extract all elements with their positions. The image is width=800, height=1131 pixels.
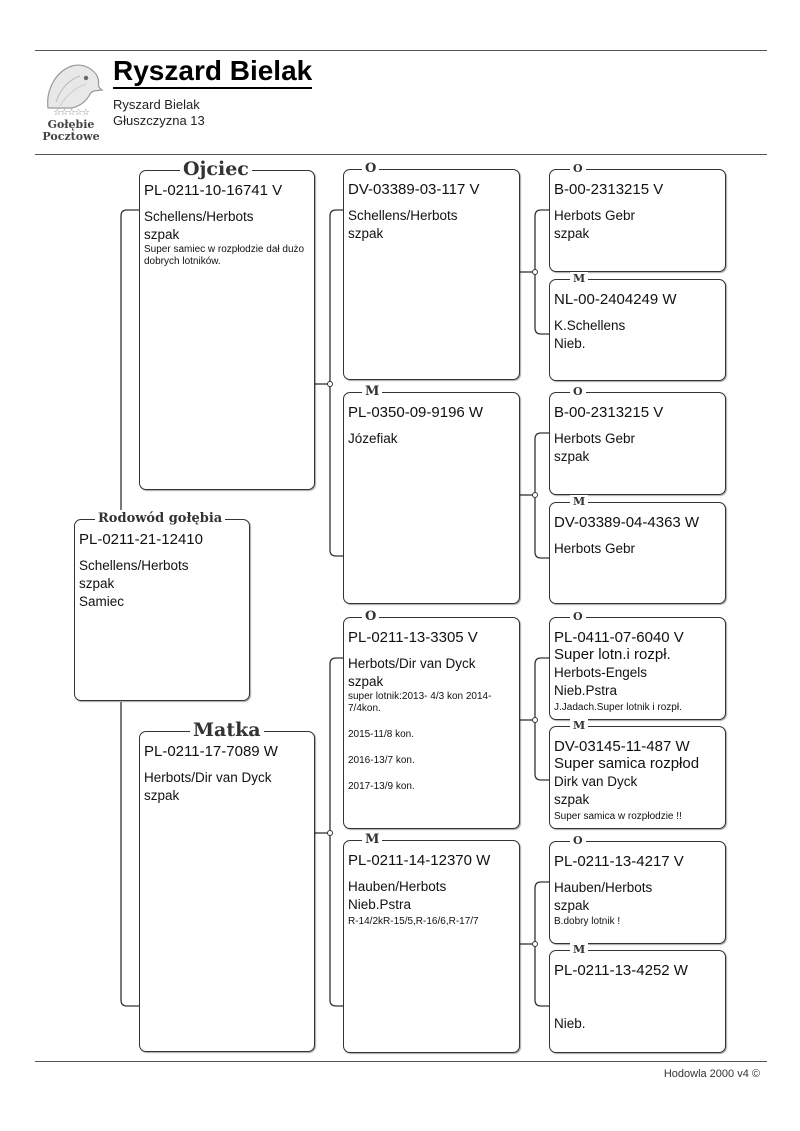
maternal-grandmother-card[interactable] [343, 832, 520, 1053]
father-note: Super samiec w rozpłodzie dał dużo dobrych lotników. [144, 244, 305, 267]
great-grandparent-ring: B-00-2313215 V [554, 404, 664, 421]
father-label: Ojciec [180, 157, 252, 181]
great-grandparent-card-fmm[interactable] [549, 495, 726, 604]
maternal-grandfather-card[interactable] [343, 609, 520, 829]
owner-name: Ryszard Bielak [113, 97, 200, 112]
great-grandparent-label: O [570, 385, 586, 399]
paternal-grandfather-line: Schellens/Herbots [348, 208, 458, 223]
mother-card[interactable] [139, 719, 315, 1052]
paternal-grandfather-ring: DV-03389-03-117 V [348, 181, 480, 198]
great-grandparent-label: M [570, 495, 588, 509]
great-grandparent-title: Super lotn.i rozpł. [554, 646, 671, 663]
great-grandparent-ring: PL-0411-07-6040 V [554, 629, 684, 646]
maternal-grandfather-note: 2015-11/8 kon. [348, 729, 414, 740]
logo-text: Gołębie Pocztowe [42, 118, 100, 143]
great-grandparent-ring: DV-03145-11-487 W [554, 738, 690, 755]
page-title: Ryszard Bielak [113, 55, 312, 89]
great-grandparent-line: Hauben/Herbots [554, 880, 653, 895]
great-grandparent-label: O [570, 834, 586, 848]
paternal-grandmother-line: Józefiak [348, 431, 398, 446]
mother-line: Herbots/Dir van Dyck [144, 770, 272, 785]
great-grandparent-line: K.Schellens [554, 318, 626, 333]
great-grandparent-label: O [570, 162, 586, 176]
great-grandparent-line: Nieb. [554, 1016, 586, 1031]
subject-label: Rodowód gołębia [95, 510, 225, 528]
maternal-grandmother-label: M [362, 831, 382, 849]
paternal-grandfather-card[interactable] [343, 161, 520, 380]
great-grandparent-line: Herbots Gebr [554, 431, 636, 446]
great-grandparent-line: szpak [554, 449, 590, 464]
great-grandparent-ring: PL-0211-13-4252 W [554, 962, 688, 979]
great-grandparent-line: Herbots Gebr [554, 208, 636, 223]
subject-line: Samiec [79, 594, 125, 609]
great-grandparent-label: M [570, 272, 588, 286]
subject-line: Schellens/Herbots [79, 558, 189, 573]
subject-ring: PL-0211-21-12410 [79, 531, 203, 548]
great-grandparent-card-mmf[interactable] [549, 834, 726, 944]
footer-rule [35, 1061, 767, 1062]
great-grandparent-line: Herbots Gebr [554, 541, 636, 556]
great-grandparent-card-mmm[interactable] [549, 943, 726, 1053]
maternal-grandfather-ring: PL-0211-13-3305 V [348, 629, 478, 646]
mother-line: szpak [144, 788, 180, 803]
great-grandparent-line: Dirk van Dyck [554, 774, 638, 789]
maternal-grandfather-line: Herbots/Dir van Dyck [348, 656, 476, 671]
great-grandparent-card-fff[interactable] [549, 162, 726, 272]
maternal-grandfather-line: szpak [348, 674, 384, 689]
great-grandparent-line: szpak [554, 226, 590, 241]
great-grandparent-card-mff[interactable] [549, 610, 726, 720]
father-line: szpak [144, 227, 180, 242]
great-grandparent-ring: NL-00-2404249 W [554, 291, 677, 308]
subject-line: szpak [79, 576, 115, 591]
maternal-grandmother-line: Nieb.Pstra [348, 897, 412, 912]
great-grandparent-note: J.Jadach.Super lotnik i rozpł. [554, 702, 682, 713]
father-card[interactable] [139, 158, 315, 490]
footer-text: Hodowla 2000 v4 © [663, 1068, 760, 1080]
great-grandparent-label: M [570, 943, 588, 957]
logo-stars: ☆☆☆☆☆ [53, 108, 89, 118]
great-grandparent-card-mfm[interactable] [549, 719, 726, 829]
great-grandparent-card-fmf[interactable] [549, 385, 726, 495]
great-grandparent-line: Nieb. [554, 336, 586, 351]
great-grandparent-line: szpak [554, 792, 590, 807]
maternal-grandfather-note: 2017-13/9 kon. [348, 781, 415, 792]
owner-address: Głuszczyzna 13 [113, 113, 205, 128]
great-grandparent-card-ffm[interactable] [549, 272, 726, 381]
maternal-grandfather-note: super lotnik:2013- 4/3 kon 2014-7/4kon. [348, 691, 492, 714]
great-grandparent-ring: DV-03389-04-4363 W [554, 514, 700, 531]
paternal-grandmother-card[interactable] [343, 384, 520, 604]
mother-label: Matka [190, 718, 264, 742]
great-grandparent-label: M [570, 719, 588, 733]
paternal-grandfather-line: szpak [348, 226, 384, 241]
father-ring: PL-0211-10-16741 V [144, 182, 283, 199]
maternal-grandmother-line: Hauben/Herbots [348, 879, 447, 894]
maternal-grandfather-note: 2016-13/7 kon. [348, 755, 415, 766]
great-grandparent-ring: PL-0211-13-4217 V [554, 853, 684, 870]
father-line: Schellens/Herbots [144, 209, 254, 224]
paternal-grandmother-label: M [362, 383, 382, 401]
great-grandparent-note: Super samica w rozpłodzie !! [554, 811, 682, 822]
maternal-grandmother-ring: PL-0211-14-12370 W [348, 852, 491, 869]
great-grandparent-ring: B-00-2313215 V [554, 181, 664, 198]
great-grandparent-title: Super samica rozpłod [554, 755, 700, 772]
paternal-grandfather-label: O [362, 160, 379, 178]
maternal-grandfather-label: O [362, 608, 379, 626]
mother-ring: PL-0211-17-7089 W [144, 743, 278, 760]
great-grandparent-line: Herbots-Engels [554, 665, 648, 680]
paternal-grandmother-ring: PL-0350-09-9196 W [348, 404, 484, 421]
maternal-grandmother-note: R-14/2kR-15/5,R-16/6,R-17/7 [348, 916, 479, 927]
great-grandparent-line: szpak [554, 898, 590, 913]
great-grandparent-label: O [570, 610, 586, 624]
great-grandparent-note: B.dobry lotnik ! [554, 916, 621, 927]
subject-card[interactable] [74, 511, 250, 701]
great-grandparent-line: Nieb.Pstra [554, 683, 618, 698]
